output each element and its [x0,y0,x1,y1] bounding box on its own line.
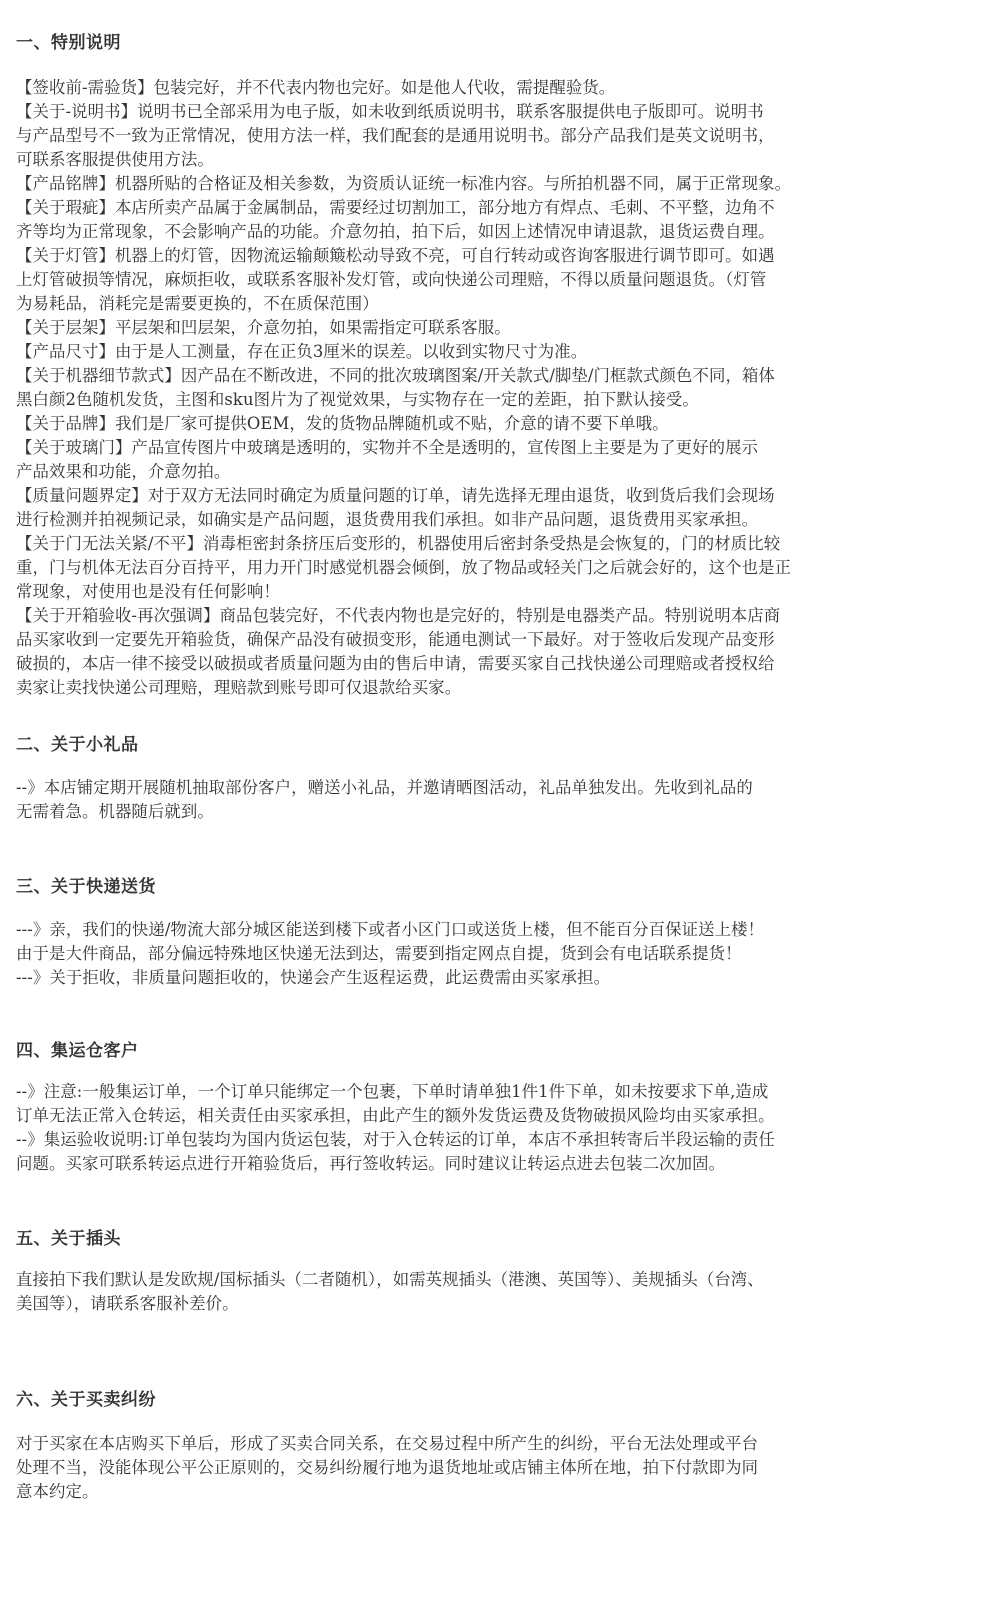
text-line: 由于是大件商品，部分偏远特殊地区快递无法到达，需要到指定网点自提，货到会有电话联系提货！ [16,944,742,963]
section-title-special-notes: 一、特别说明 [16,33,121,53]
text-line: 无需着急。机器随后就到。 [16,802,214,821]
section-body-dispute [16,1432,991,1504]
text-line: 对于买家在本店购买下单后，形成了买卖合同关系，在交易过程中所产生的纠纷，平台无法处理或平台 [16,1434,759,1453]
section-title-plug: 五、关于插头 [16,1229,121,1249]
text-line: 【产品铭牌】机器所贴的合格证及相关参数，为资质认证统一标准内容。与所拍机器不同，属于正常现象。 [16,174,792,193]
text-line: 意本约定。 [16,1482,99,1501]
text-line: 处理不当，没能体现公平公正原则的，交易纠纷履行地为退货地址或店铺主体所在地，拍下付款即为同 [16,1458,759,1477]
text-line: 【关于机器细节款式】因产品在不断改进，不同的批次玻璃图案/开关款式/脚垫/门框款式颜色不同，箱体 [16,366,775,385]
text-line: 可联系客服提供使用方法。 [16,150,214,169]
text-line: 与产品型号不一致为正常情况，使用方法一样，我们配套的是通用说明书。部分产品我们是英文说明书， [16,126,775,145]
text-line: --》本店铺定期开展随机抽取部份客户，赠送小礼品，并邀请晒图活动，礼品单独发出。先收到礼品的 [16,778,753,797]
text-line: 【关于瑕疵】本店所卖产品属于金属制品，需要经过切割加工，部分地方有焊点、毛刺、不平整，边角不 [16,198,775,217]
text-line: 【关于灯管】机器上的灯管，因物流运输颠簸松动导致不亮，可自行转动或咨询客服进行调节即可。如遇 [16,246,775,265]
section-body-plug [16,1268,991,1316]
text-line: 【关于玻璃门】产品宣传图片中玻璃是透明的，实物并不全是透明的，宣传图上主要是为了更好的展示 [16,438,759,457]
text-line: 品买家收到一定要先开箱验货，确保产品没有破损变形，能通电测试一下最好。对于签收后发现产品变形 [16,630,775,649]
section-body-small-gift [16,776,991,824]
text-line: 直接拍下我们默认是发欧规/国标插头（二者随机），如需英规插头（港澳、英国等）、美规插头（台湾、 [16,1270,764,1289]
text-line: 产品效果和功能，介意勿拍。 [16,462,231,481]
section-body-delivery [16,918,991,990]
section-title-small-gift: 二、关于小礼品 [16,735,139,755]
section-body-special-notes [16,76,991,700]
text-line: ---》关于拒收，非质量问题拒收的，快递会产生返程运费，此运费需由买家承担。 [16,968,611,987]
text-line: 黑白颜2色随机发货，主图和sku图片为了视觉效果，与实物存在一定的差距，拍下默认接受。 [16,390,699,409]
text-line: ---》亲，我们的快递/物流大部分城区能送到楼下或者小区门口或送货上楼，但不能百分百保证送上楼！ [16,920,765,939]
text-line: 破损的，本店一律不接受以破损或者质量问题为由的售后申请，需要买家自己找快递公司理赔或者授权给 [16,654,775,673]
text-line: 重，门与机体无法百分百持平，用力开门时感觉机器会倾倒，放了物品或轻关门之后就会好的，这个也是正 [16,558,792,577]
text-line: --》集运验收说明:订单包装均为国内货运包装，对于入仓转运的订单，本店不承担转寄后半段运输的责任 [16,1130,775,1149]
text-line: 【签收前-需验货】包装完好，并不代表内物也完好。如是他人代收，需提醒验货。 [16,78,616,97]
text-line: 订单无法正常入仓转运，相关责任由买家承担，由此产生的额外发货运费及货物破损风险均由买家承担。 [16,1106,775,1125]
text-line: 问题。买家可联系转运点进行开箱验货后，再行签收转运。同时建议让转运点进去包装二次加固。 [16,1154,726,1173]
text-line: 【产品尺寸】由于是人工测量，存在正负3厘米的误差。以收到实物尺寸为准。 [16,342,588,361]
text-line: 【关于层架】平层架和凹层架，介意勿拍，如果需指定可联系客服。 [16,318,511,337]
section-body-consolidation [16,1080,991,1176]
section-title-delivery: 三、关于快递送货 [16,877,156,897]
section-title-consolidation: 四、集运仓客户 [16,1041,139,1061]
text-line: 齐等均为正常现象，不会影响产品的功能。介意勿拍，拍下后，如因上述情况申请退款，退货运费自理。 [16,222,775,241]
text-line: 【质量问题界定】对于双方无法同时确定为质量问题的订单，请先选择无理由退货，收到货后我们会现场 [16,486,775,505]
text-line: --》注意:一般集运订单，一个订单只能绑定一个包裹，下单时请单独1件1件下单，如未按要求下单,造成 [16,1082,769,1101]
text-line: 进行检测并拍视频记录，如确实是产品问题，退货费用我们承担。如非产品问题，退货费用买家承担。 [16,510,759,529]
section-title-dispute: 六、关于买卖纠纷 [16,1390,156,1410]
text-line: 美国等），请联系客服补差价。 [16,1294,239,1313]
text-line: 为易耗品，消耗完是需要更换的，不在质保范围） [16,294,379,313]
text-line: 【关于-说明书】说明书已全部采用为电子版，如未收到纸质说明书，联系客服提供电子版即可。说明书 [16,102,764,121]
text-line: 上灯管破损等情况，麻烦拒收，或联系客服补发灯管，或向快递公司理赔，不得以质量问题退货。（灯管 [16,270,767,289]
text-line: 卖家让卖找快递公司理赔，理赔款到账号即可仅退款给买家。 [16,678,462,697]
text-line: 【关于品牌】我们是厂家可提供OEM，发的货物品牌随机或不贴，介意的请不要下单哦。 [16,414,669,433]
text-line: 【关于门无法关紧/不平】消毒柜密封条挤压后变形的，机器使用后密封条受热是会恢复的，门的材质比较 [16,534,781,553]
text-line: 【关于开箱验收-再次强调】商品包装完好，不代表内物也是完好的，特别是电器类产品。特别说明本店商 [16,606,781,625]
text-line: 常现象，对使用也是没有任何影响！ [16,582,280,601]
